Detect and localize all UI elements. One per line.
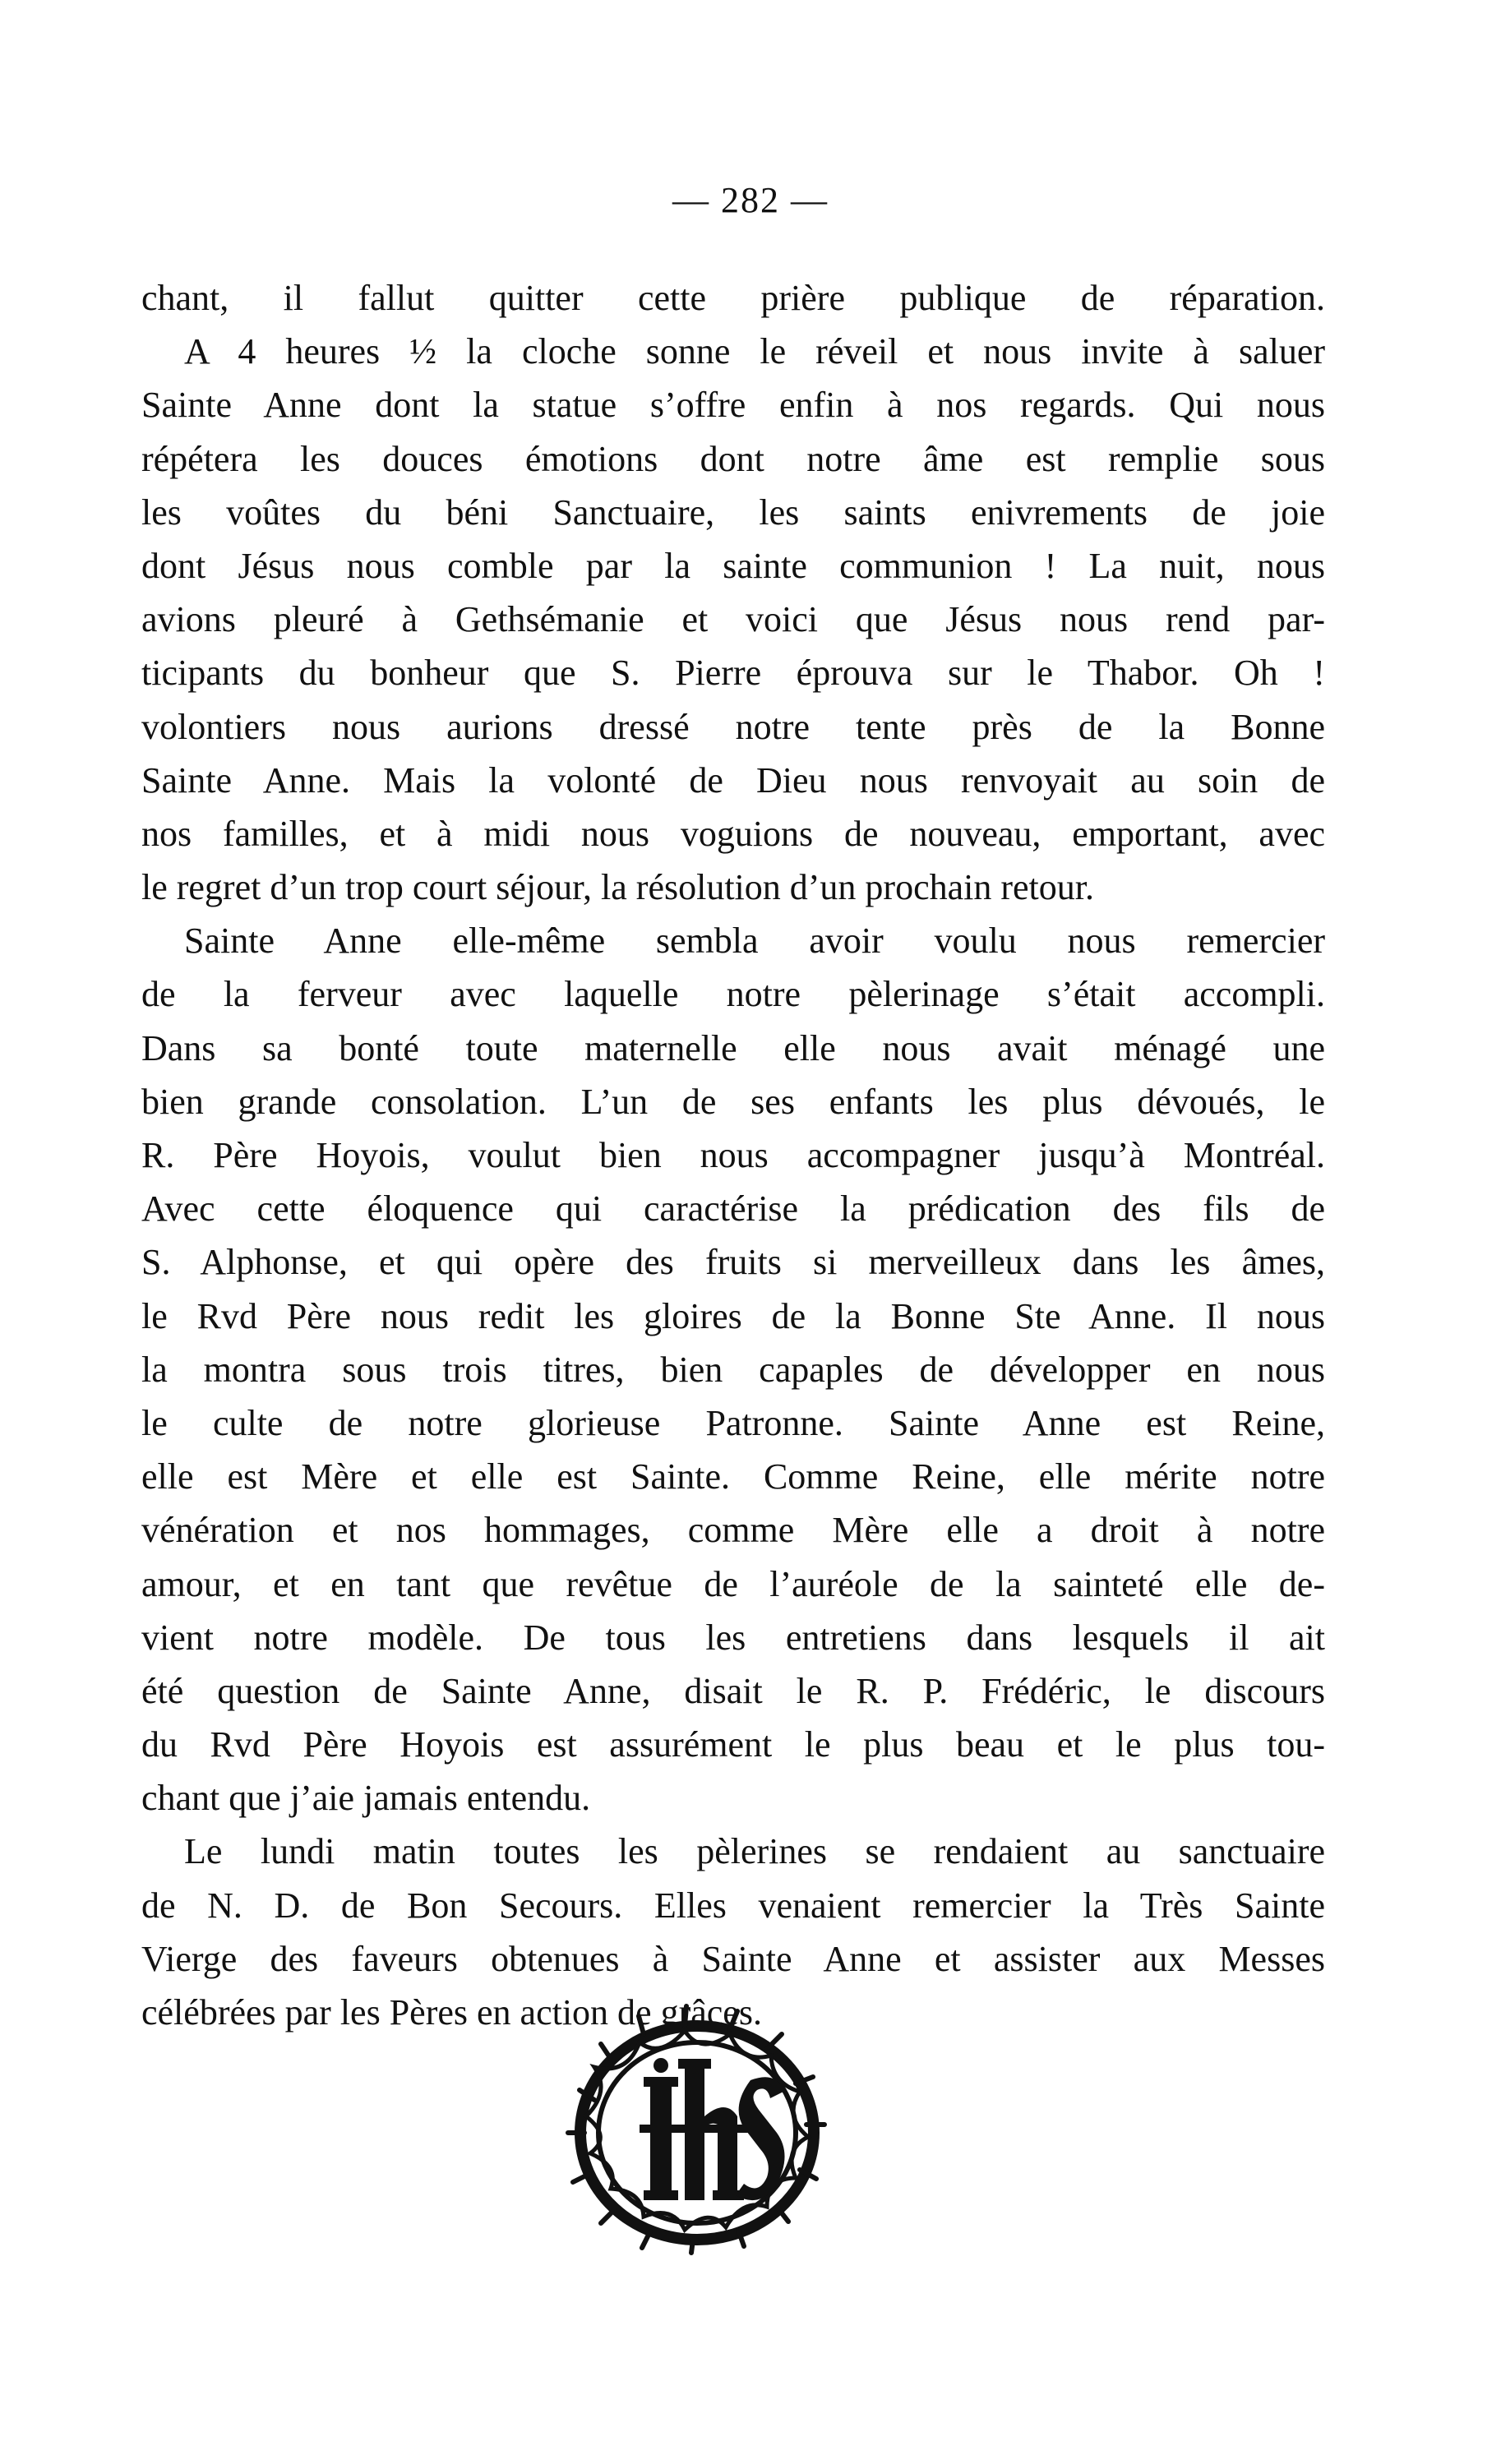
text-line: ticipants du bonheur que S. Pierre éprouva sur le Thabor. Oh ! [141, 653, 1325, 694]
ihs-monogram-icon [561, 2001, 833, 2256]
text-line: Dans sa bonté toute maternelle elle nous avait ménagé une [141, 1027, 1325, 1068]
text-line: Avec cette éloquence qui caractérise la prédication des fils de [141, 1188, 1325, 1230]
text-line: amour, et en tant que revêtue de l’auréole de la sainteté elle de- [141, 1563, 1325, 1604]
text-line: vénération et nos hommages, comme Mère elle a droit à notre [141, 1510, 1325, 1551]
text-line: du Rvd Père Hoyois est assurément le plus beau et le plus tou- [141, 1724, 1325, 1765]
text-line: Vierge des faveurs obtenues à Sainte Anne et assister aux Messes [141, 1938, 1325, 1979]
text-line: de la ferveur avec laquelle notre pèlerinage s’était accompli. [141, 974, 1325, 1015]
text-line: le regret d’un trop court séjour, la résolution d’un prochain retour. [141, 867, 1094, 908]
text-line: S. Alphonse, et qui opère des fruits si merveilleux dans les âmes, [141, 1242, 1325, 1283]
text-line: été question de Sainte Anne, disait le R. P. Frédéric, le discours [141, 1670, 1325, 1711]
text-line: nos familles, et à midi nous voguions de nouveau, emportant, avec [141, 813, 1325, 854]
text-line: les voûtes du béni Sanctuaire, les saints enivrements de joie [141, 491, 1325, 533]
text-line: dont Jésus nous comble par la sainte communion ! La nuit, nous [141, 545, 1325, 586]
text-line: Sainte Anne. Mais la volonté de Dieu nous renvoyait au soin de [141, 759, 1325, 801]
text-line: chant, il fallut quitter cette prière publique de réparation. [141, 278, 1325, 318]
text-line: vient notre modèle. De tous les entretiens dans lesquels il ait [141, 1617, 1325, 1658]
text-line: bien grande consolation. L’un de ses enfants les plus dévoués, le [141, 1081, 1325, 1122]
text-line: R. Père Hoyois, voulut bien nous accompagner jusqu’à Montréal. [141, 1135, 1325, 1175]
text-line: Sainte Anne elle-même sembla avoir voulu nous remercier [184, 921, 1325, 962]
text-line: A 4 heures ½ la cloche sonne le réveil et nous invite à saluer [184, 331, 1325, 372]
text-line: le culte de notre glorieuse Patronne. Sainte Anne est Reine, [141, 1402, 1325, 1443]
text-line: célébrées par les Pères en action de grâces. [141, 1992, 762, 2033]
text-line: Le lundi matin toutes les pèlerines se rendaient au sanctuaire [184, 1831, 1325, 1872]
text-line: elle est Mère et elle est Sainte. Comme Reine, elle mérite notre [141, 1456, 1325, 1497]
page-number: — 282 — [672, 180, 829, 220]
text-line: de N. D. de Bon Secours. Elles venaient remercier la Très Sainte [141, 1885, 1325, 1926]
text-line: la montra sous trois titres, bien capaples de développer en nous [141, 1349, 1325, 1390]
text-line: volontiers nous aurions dressé notre tente près de la Bonne [141, 706, 1325, 747]
body-text [141, 271, 1325, 2039]
text-line: chant que j’aie jamais entendu. [141, 1778, 591, 1819]
text-line: répétera les douces émotions dont notre âme est remplie sous [141, 438, 1325, 479]
text-line: le Rvd Père nous redit les gloires de la Bonne Ste Anne. Il nous [141, 1295, 1325, 1336]
text-line: avions pleuré à Gethsémanie et voici que Jésus nous rend par- [141, 599, 1325, 640]
text-line: Sainte Anne dont la statue s’offre enfin à nos regards. Qui nous [141, 385, 1325, 426]
